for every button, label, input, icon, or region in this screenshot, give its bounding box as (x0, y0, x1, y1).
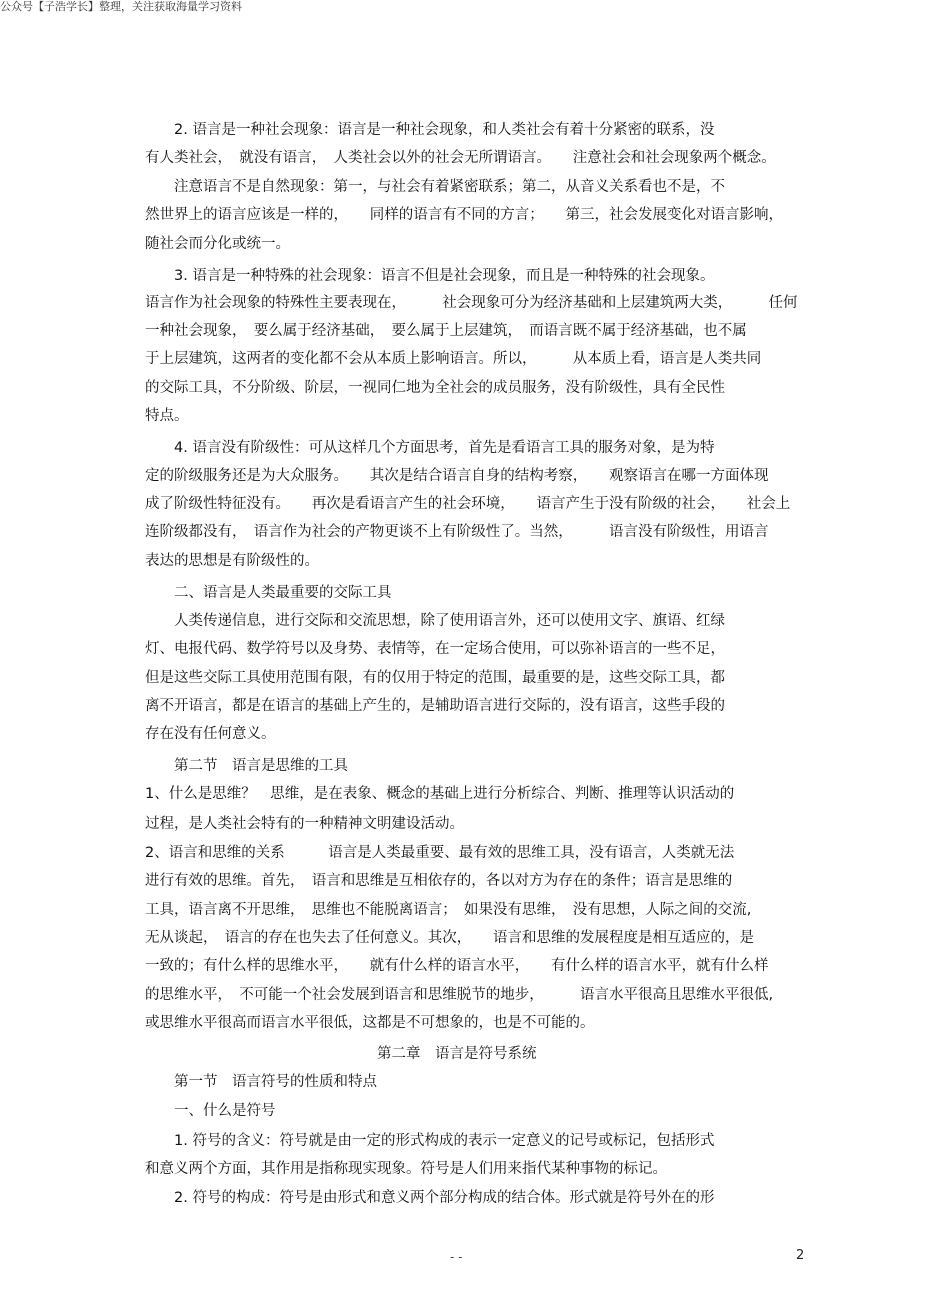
text-line: 第一节 语言符号的性质和特点 (145, 1074, 377, 1090)
text-line: 3. 语言是一种特殊的社会现象：语言不但是社会现象，而且是一种特殊的社会现象。 (145, 268, 715, 284)
text-line: 人类传递信息，进行交际和交流思想，除了使用语言外，还可以使用文字、旗语、红绿 (145, 613, 725, 629)
text-line: 二、语言是人类最重要的交际工具 (145, 585, 392, 601)
text-line: 第二章 语言是符号系统 (145, 1046, 537, 1062)
text-line: 的思维水平， 不可能一个社会发展到语言和思维脱节的地步， 语言水平很高且思维水平很低, (145, 987, 774, 1003)
text-line: 进行有效的思维。首先， 语言和思维是互相依存的，各以对方为存在的条件；语言是思维的 (145, 873, 733, 889)
text-line: 4. 语言没有阶级性：可从这样几个方面思考，首先是看语言工具的服务对象，是为特 (145, 440, 715, 456)
text-line: 和意义两个方面，其作用是指称现实现象。符号是人们用来指代某种事物的标记。 (145, 1161, 667, 1177)
text-line: 一、什么是符号 (145, 1103, 276, 1119)
text-line: 1. 符号的含义：符号就是由一定的形式构成的表示一定意义的记号或标记，包括形式 (145, 1133, 715, 1149)
text-line: 灯、电报代码、数学符号以及身势、表情等，在一定场合使用，可以弥补语言的一些不足， (145, 641, 725, 657)
text-line: 随社会而分化或统一。 (145, 236, 290, 252)
text-line: 第二节 语言是思维的工具 (145, 758, 348, 774)
text-line: 2、语言和思维的关系 语言是人类最重要、最有效的思维工具，没有语言，人类就无法 (145, 845, 735, 861)
text-line: 离不开语言，都是在语言的基础上产生的，是辅助语言进行交际的，没有语言，这些手段的 (145, 698, 725, 714)
text-line: 2. 语言是一种社会现象：语言是一种社会现象，和人类社会有着十分紧密的联系，没 (145, 122, 715, 138)
text-line: 的交际工具，不分阶级、阶层，一视同仁地为全社会的成员服务，没有阶级性，具有全民性 (145, 380, 725, 396)
text-line: 于上层建筑，这两者的变化都不会从本质上影响语言。所以， 从本质上看，语言是人类共同 (145, 351, 762, 367)
text-line: 但是这些交际工具使用范围有限，有的仅用于特定的范围，最重要的是，这些交际工具，都 (145, 670, 725, 686)
text-line: 然世界上的语言应该是一样的， 同样的语言有不同的方言； 第三，社会发展变化对语言影响， (145, 207, 783, 223)
text-line: 工具，语言离不开思维， 思维也不能脱离语言； 如果没有思维， 没有思想，人际之间的交流, (145, 902, 752, 918)
text-line: 一种社会现象， 要么属于经济基础， 要么属于上层建筑， 而语言既不属于经济基础，也不属 (145, 323, 747, 339)
text-line: 2. 符号的构成：符号是由形式和意义两个部分构成的结合体。形式就是符号外在的形 (145, 1190, 715, 1206)
text-line: 表达的思想是有阶级性的。 (145, 553, 319, 569)
text-line: 或思维水平很高而语言水平很低，这都是不可想象的，也是不可能的。 (145, 1015, 595, 1031)
text-line: 无从谈起， 语言的存在也失去了任何意义。其次， 语言和思维的发展程度是相互适应的，是 (145, 930, 754, 946)
text-line: 注意语言不是自然现象：第一，与社会有着紧密联系；第二，从音义关系看也不是，不 (145, 179, 725, 195)
text-line: 过程，是人类社会特有的一种精神文明建设活动。 (145, 816, 464, 832)
text-line: 一致的；有什么样的思维水平， 就有什么样的语言水平， 有什么样的语言水平，就有什么样 (145, 958, 769, 974)
text-line: 定的阶级服务还是为大众服务。 其次是结合语言自身的结构考察， 观察语言在哪一方面体现 (145, 468, 769, 484)
text-line: 连阶级都没有， 语言作为社会的产物更谈不上有阶级性了。当然， 语言没有阶级性，用语言 (145, 524, 769, 540)
text-line: 有人类社会， 就没有语言， 人类社会以外的社会无所谓语言。 注意社会和社会现象两个概念。 (145, 150, 776, 166)
text-line: 1、什么是思维？ 思维，是在表象、概念的基础上进行分析综合、判断、推理等认识活动的 (145, 786, 735, 802)
page-number: 2 (796, 1248, 805, 1263)
text-line: 语言作为社会现象的特殊性主要表现在， 社会现象可分为经济基础和上层建筑两大类， 任何 (145, 295, 798, 311)
text-line: 存在没有任何意义。 (145, 726, 276, 742)
text-line: 特点。 (145, 408, 189, 424)
text-line: 成了阶级性特征没有。 再次是看语言产生的社会环境， 语言产生于没有阶级的社会， 社会上 (145, 496, 791, 512)
page-header: 公众号【子浩学长】整理，关注获取海量学习资料 (0, 0, 242, 13)
footer-marks: - - (450, 1250, 463, 1264)
